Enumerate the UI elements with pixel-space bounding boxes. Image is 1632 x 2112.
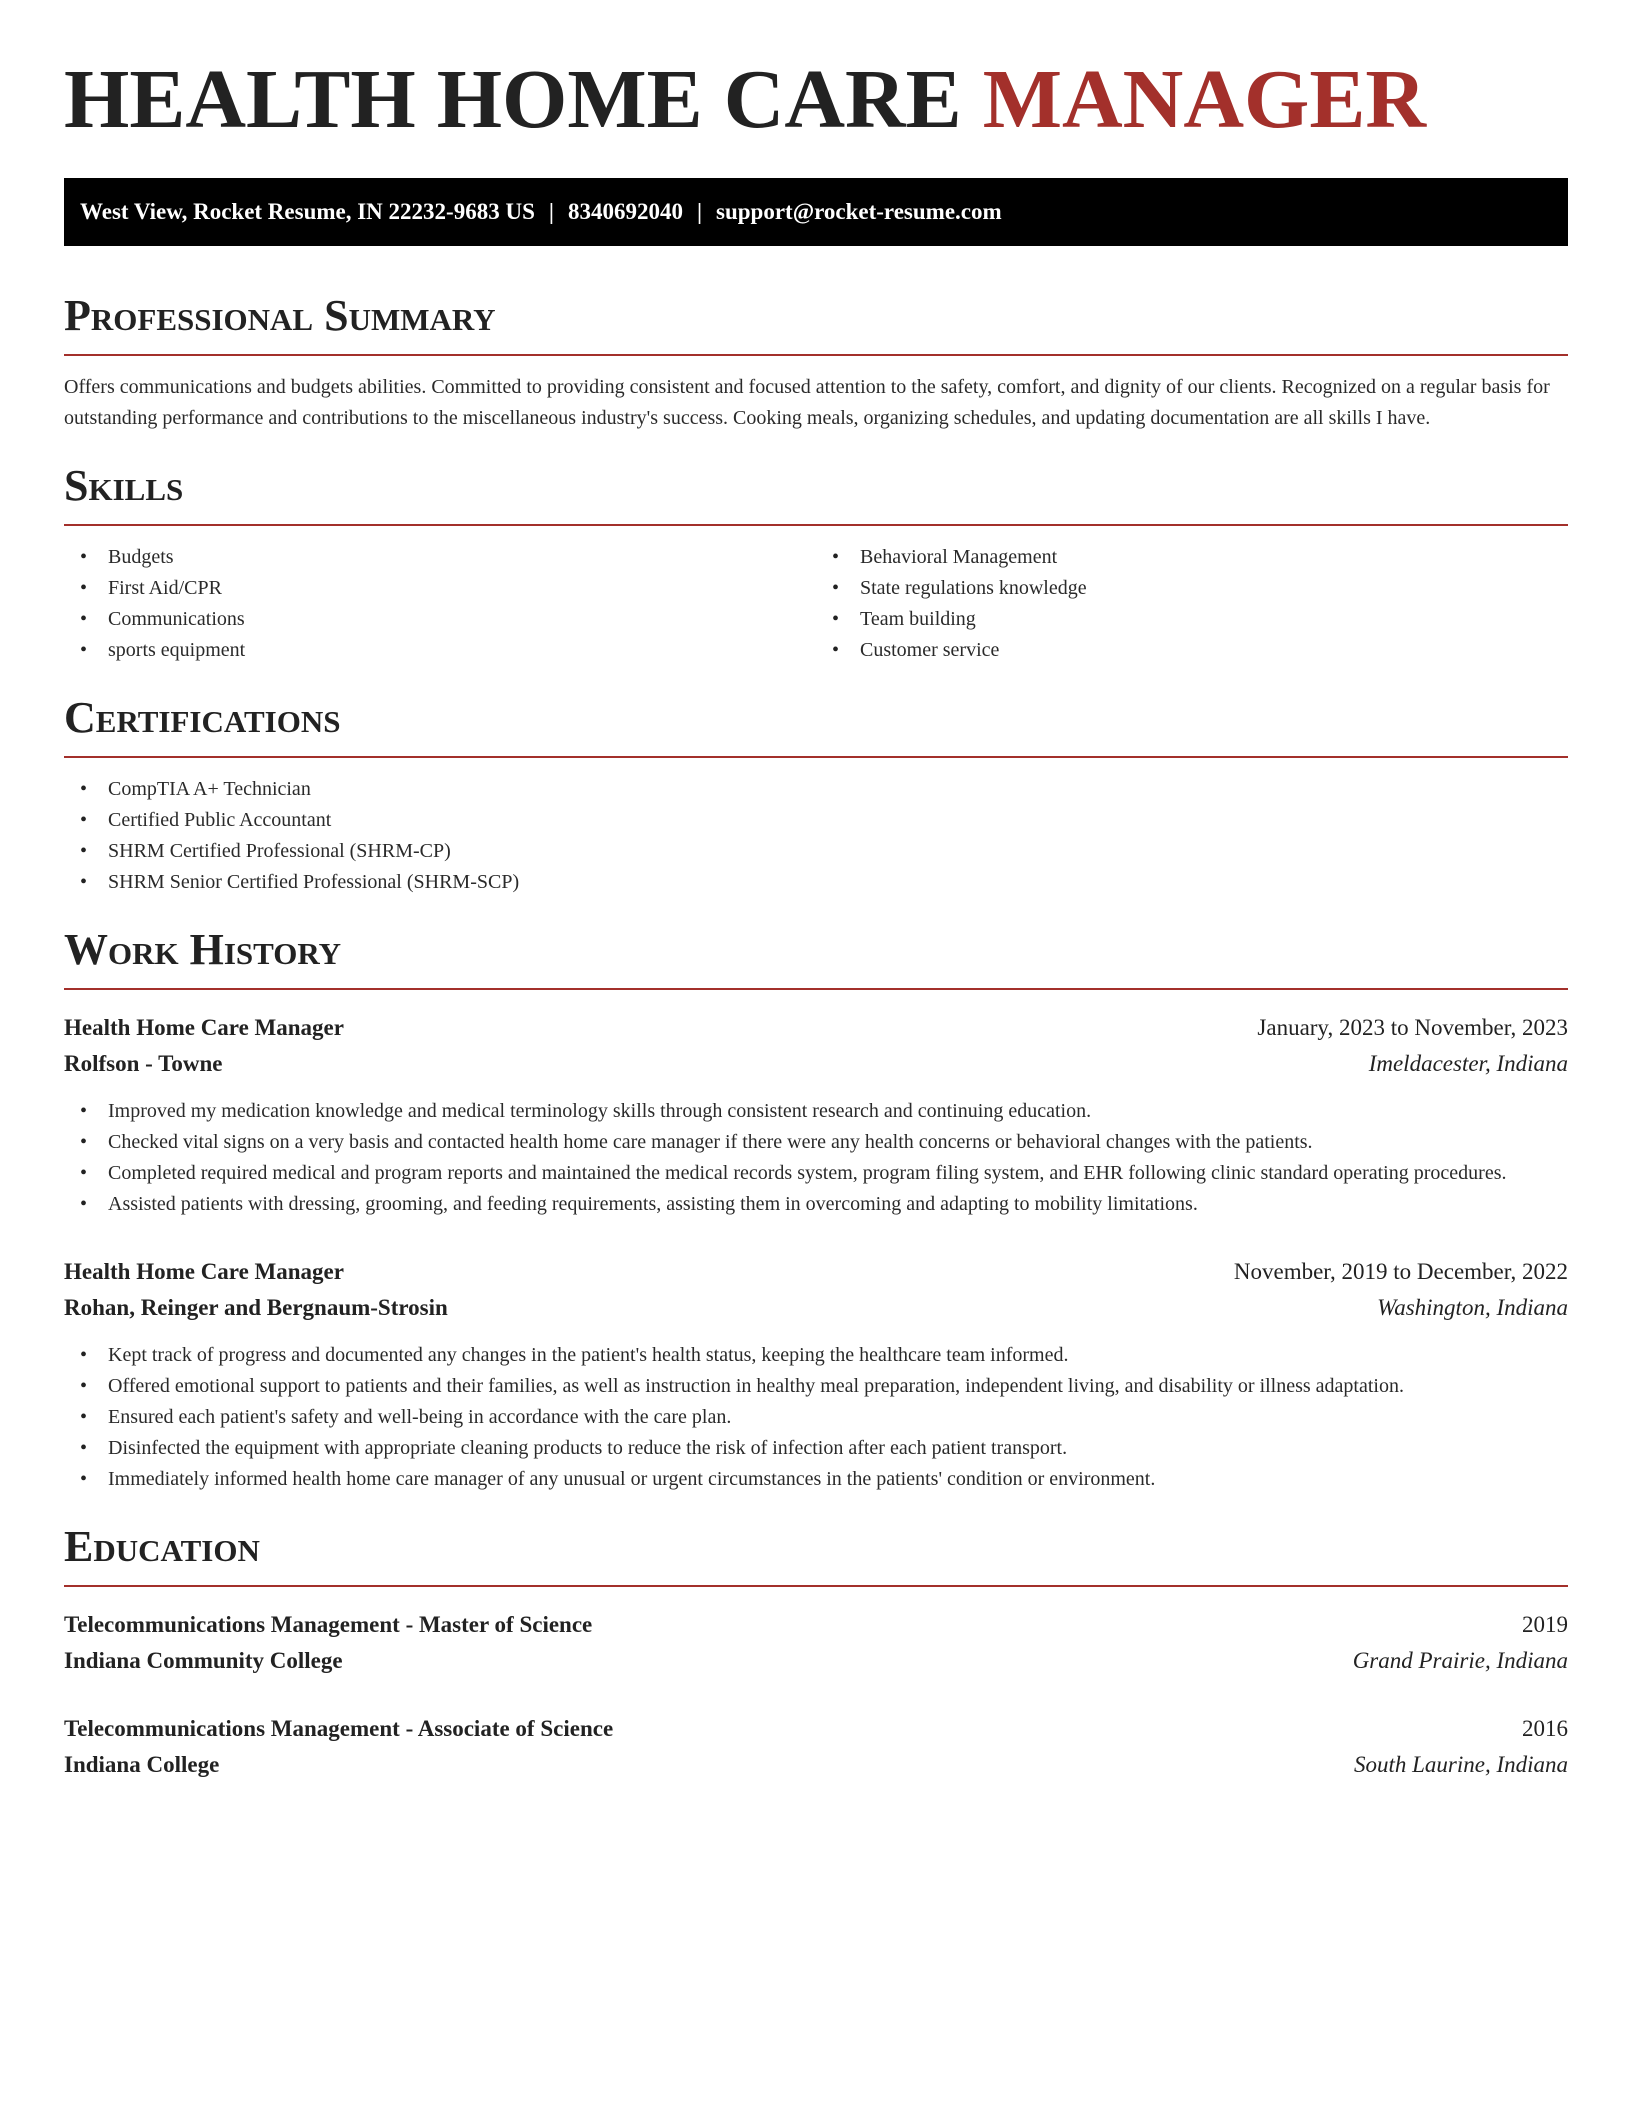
education-location: Grand Prairie, Indiana bbox=[1352, 1648, 1568, 1673]
education-section bbox=[64, 1522, 1568, 1783]
education-degree-row bbox=[64, 1711, 1568, 1747]
contact-email: support@rocket-resume.com bbox=[716, 199, 1002, 224]
contact-bar bbox=[64, 178, 1568, 246]
list-item: • SHRM Certified Professional (SHRM-CP) bbox=[64, 836, 1568, 867]
list-item: • Behavioral Management bbox=[816, 542, 1568, 573]
resume-title bbox=[64, 53, 1568, 146]
job-header-row bbox=[64, 1254, 1568, 1290]
summary-text: Offers communications and budgets abilities. Committed to providing consistent and focused attention to the safety, comfort, and dignity of our clients. Recognized on a regular basis for outstanding performance and contributions to the miscellaneous industry's success. Cooking meals, organizing schedules, and updating documentation are all skills I have. bbox=[64, 376, 1550, 429]
list-item: • Offered emotional support to patients and their families, as well as instruction in healthy meal preparation, independent living, and disability or illness adaptation. bbox=[64, 1371, 1568, 1402]
list-item: • Team building bbox=[816, 604, 1568, 635]
list-item: • Immediately informed health home care manager of any unusual or urgent circumstances in the patients' condition or environment. bbox=[64, 1464, 1568, 1495]
list-item: • SHRM Senior Certified Professional (SHRM-SCP) bbox=[64, 867, 1568, 898]
education-year: 2016 bbox=[1522, 1716, 1568, 1741]
job-bullets bbox=[64, 1096, 1568, 1220]
education-year: 2019 bbox=[1522, 1612, 1568, 1637]
job-dates: November, 2019 to December, 2022 bbox=[1233, 1259, 1568, 1284]
education-entry bbox=[64, 1607, 1568, 1679]
certifications-heading: Certifications bbox=[64, 696, 1568, 758]
job-bullets bbox=[64, 1340, 1568, 1495]
list-item: • Disinfected the equipment with appropriate cleaning products to reduce the risk of infection after each patient transport. bbox=[64, 1433, 1568, 1464]
list-item: • Certified Public Accountant bbox=[64, 805, 1568, 836]
list-item: • Checked vital signs on a very basis and contacted health home care manager if there were any health concerns or behavioral changes with the patients. bbox=[64, 1127, 1568, 1158]
list-item: • CompTIA A+ Technician bbox=[64, 774, 1568, 805]
title-accent: MANAGER bbox=[982, 53, 1427, 146]
list-item: • Kept track of progress and documented any changes in the patient's health status, keeping the healthcare team informed. bbox=[64, 1340, 1568, 1371]
education-school: Indiana College bbox=[64, 1752, 220, 1777]
list-item: • Completed required medical and program reports and maintained the medical records system, program filing system, and EHR following clinic standard operating procedures. bbox=[64, 1158, 1568, 1189]
job-title: Health Home Care Manager bbox=[64, 1015, 344, 1040]
list-item: • State regulations knowledge bbox=[816, 573, 1568, 604]
education-degree: Telecommunications Management - Master of Science bbox=[64, 1612, 593, 1637]
list-item: • Ensured each patient's safety and well-being in accordance with the care plan. bbox=[64, 1402, 1568, 1433]
list-item: • Communications bbox=[64, 604, 816, 635]
education-location: South Laurine, Indiana bbox=[1353, 1752, 1568, 1777]
job-title: Health Home Care Manager bbox=[64, 1259, 344, 1284]
education-heading: Education bbox=[64, 1525, 1568, 1587]
list-item: • Budgets bbox=[64, 542, 816, 573]
list-item: • Assisted patients with dressing, grooming, and feeding requirements, assisting them in overcoming and adapting to mobility limitations. bbox=[64, 1189, 1568, 1220]
list-item: • First Aid/CPR bbox=[64, 573, 816, 604]
contact-separator: | bbox=[696, 199, 703, 224]
job-location: Washington, Indiana bbox=[1377, 1295, 1568, 1320]
contact-separator: | bbox=[548, 199, 554, 224]
job-company: Rolfson - Towne bbox=[64, 1051, 223, 1076]
job-entry bbox=[64, 1010, 1568, 1220]
job-company-row bbox=[64, 1290, 1568, 1326]
education-degree-row bbox=[64, 1607, 1568, 1643]
education-degree: Telecommunications Management - Associate of Science bbox=[64, 1716, 614, 1741]
skills-heading: Skills bbox=[64, 464, 1568, 526]
job-header-row bbox=[64, 1010, 1568, 1046]
list-item: • sports equipment bbox=[64, 635, 816, 666]
education-school: Indiana Community College bbox=[64, 1648, 343, 1673]
summary-heading: Professional Summary bbox=[64, 294, 1568, 356]
skills-section bbox=[64, 461, 1568, 666]
job-entry bbox=[64, 1254, 1568, 1495]
education-entry bbox=[64, 1711, 1568, 1783]
list-item: • Improved my medication knowledge and medical terminology skills through consistent research and continuing education. bbox=[64, 1096, 1568, 1127]
title-main: HEALTH HOME CARE bbox=[64, 53, 962, 146]
contact-phone: 8340692040 bbox=[567, 199, 683, 224]
skills-list-left bbox=[64, 542, 816, 666]
education-school-row bbox=[64, 1747, 1568, 1783]
certifications-section bbox=[64, 693, 1568, 898]
work-section bbox=[64, 925, 1568, 1495]
contact-address: West View, Rocket Resume, IN 22232-9683 US bbox=[80, 199, 535, 224]
education-school-row bbox=[64, 1643, 1568, 1679]
job-location: Imeldacester, Indiana bbox=[1368, 1051, 1568, 1076]
job-company: Rohan, Reinger and Bergnaum-Strosin bbox=[64, 1295, 448, 1320]
work-heading: Work History bbox=[64, 928, 1568, 990]
skills-grid bbox=[64, 542, 1568, 666]
certifications-list bbox=[64, 774, 1568, 898]
job-company-row bbox=[64, 1046, 1568, 1082]
list-item: • Customer service bbox=[816, 635, 1568, 666]
job-dates: January, 2023 to November, 2023 bbox=[1257, 1015, 1568, 1040]
skills-list-right bbox=[816, 542, 1568, 666]
summary-section bbox=[64, 291, 1568, 434]
